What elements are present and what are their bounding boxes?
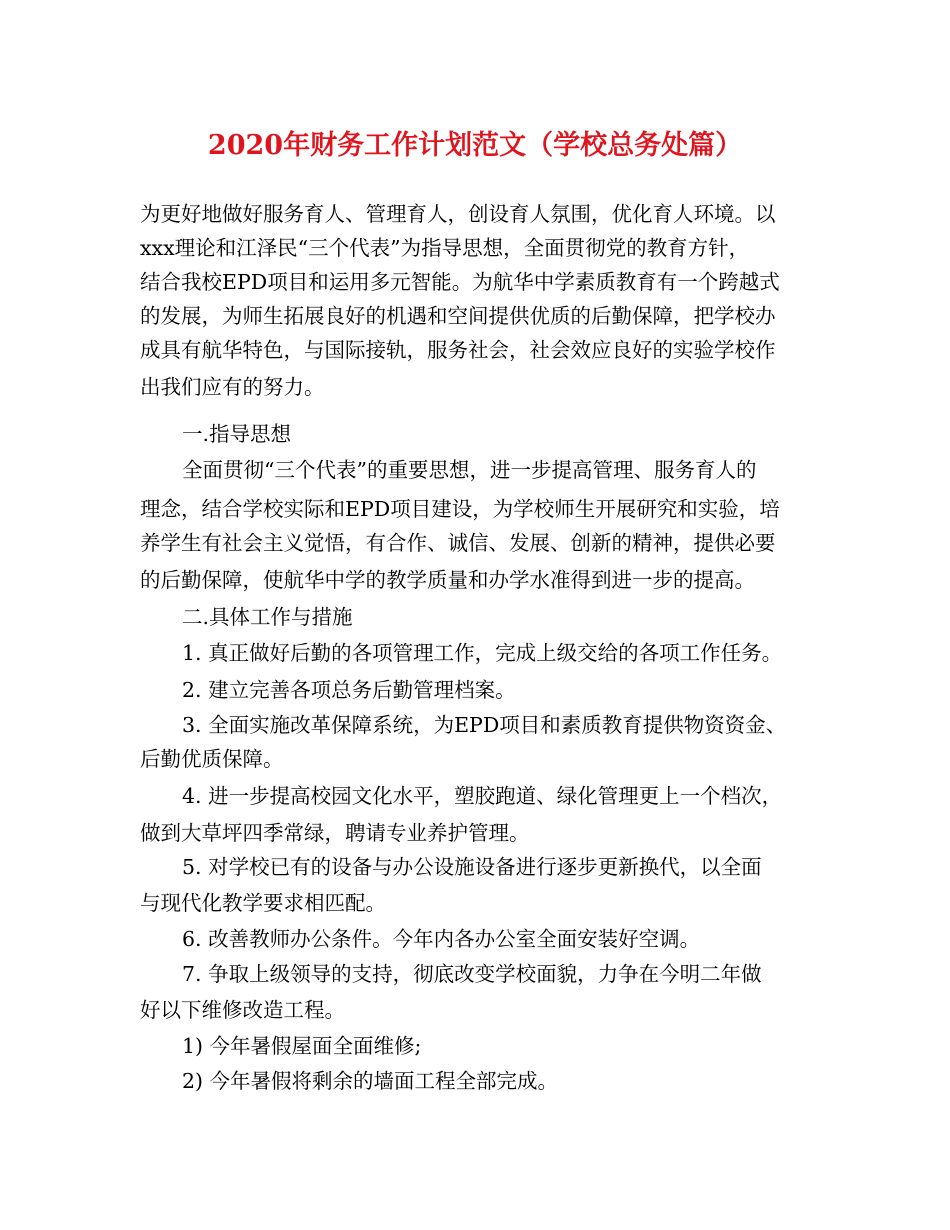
list-item: 4. 进一步提高校园文化水平，塑胶跑道、绿化管理更上一个档次， <box>182 784 783 808</box>
list-item-continuation: 做到大草坪四季常绿，聘请专业养护管理。 <box>140 821 530 845</box>
list-item: 5. 对学校已有的设备与办公设施设备进行逐步更新换代，以全面 <box>182 855 762 879</box>
list-item-continuation: 与现代化教学要求相匹配。 <box>140 891 386 915</box>
list-item: 1. 真正做好后勤的各项管理工作，完成上级交给的各项工作任务。 <box>182 641 783 665</box>
list-item-continuation: 好以下维修改造工程。 <box>140 998 345 1022</box>
document-title: 2020年财务工作计划范文（学校总务处篇） <box>207 130 743 161</box>
body-line: 理念，结合学校实际和EPD项目建设，为学校师生开展研究和实验，培 <box>140 497 780 521</box>
body-line: 的发展，为师生拓展良好的机遇和空间提供优质的后勤保障，把学校办 <box>140 304 776 328</box>
body-line: xxx理论和江泽民“三个代表”为指导思想，全面贯彻党的教育方针， <box>140 236 750 260</box>
section-heading: 二.具体工作与措施 <box>182 605 353 629</box>
list-item: 6. 改善教师办公条件。今年内各办公室全面安装好空调。 <box>182 927 701 951</box>
body-line: 的后勤保障，使航华中学的教学质量和办学水准得到进一步的提高。 <box>140 568 755 592</box>
body-line: 出我们应有的努力。 <box>140 375 325 399</box>
list-item-continuation: 后勤优质保障。 <box>140 747 284 771</box>
sub-list-item: 1) 今年暑假屋面全面维修; <box>182 1034 422 1058</box>
body-line: 养学生有社会主义觉悟，有合作、诚信、发展、创新的精神，提供必要 <box>140 531 776 555</box>
body-line: 全面贯彻“三个代表”的重要思想，进一步提高管理、服务育人的 <box>182 458 757 482</box>
body-line: 成具有航华特色，与国际接轨，服务社会，社会效应良好的实验学校作 <box>140 338 776 362</box>
list-item: 3. 全面实施改革保障系统，为EPD项目和素质教育提供物资资金、 <box>182 713 787 737</box>
body-line: 为更好地做好服务育人、管理育人，创设育人氛围，优化育人环境。以 <box>140 202 776 226</box>
sub-list-item: 2) 今年暑假将剩余的墙面工程全部完成。 <box>182 1069 559 1093</box>
body-line: 结合我校EPD项目和运用多元智能。为航华中学素质教育有一个跨越式 <box>140 270 780 294</box>
section-heading: 一.指导思想 <box>182 422 292 446</box>
list-item: 2. 建立完善各项总务后勤管理档案。 <box>182 678 516 702</box>
list-item: 7. 争取上级领导的支持，彻底改变学校面貌，力争在今明二年做 <box>182 962 762 986</box>
